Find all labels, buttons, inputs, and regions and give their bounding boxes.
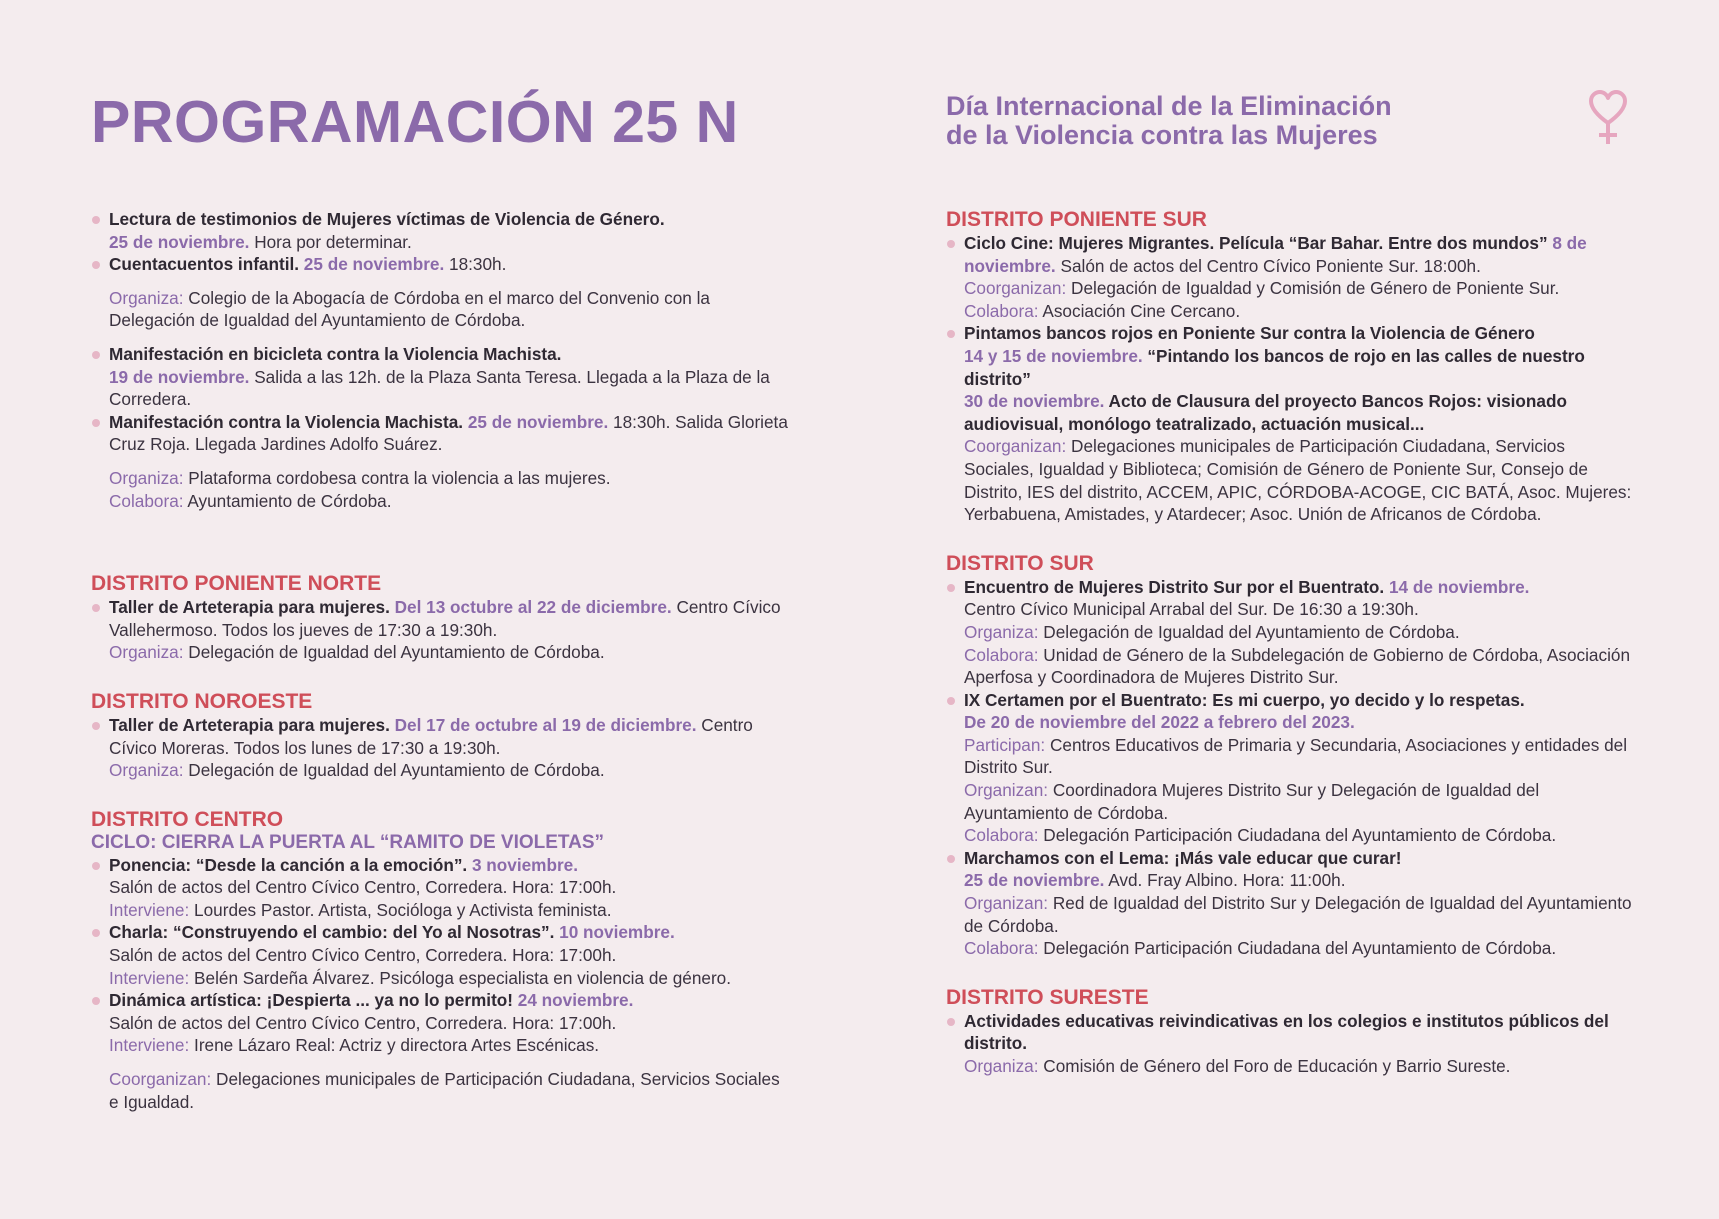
organizer-text: Coordinadora Mujeres Distrito Sur y Delegación de Igualdad del Ayuntamiento de Córdoba. [964, 780, 1540, 823]
section-noroeste [91, 690, 791, 782]
list-item [946, 689, 1636, 847]
organizer-label: Organiza: [109, 642, 184, 663]
event-title: Charla: “Construyendo el cambio: del Yo al Nosotras”. [109, 922, 555, 943]
speaker-label: Interviene: [109, 1035, 190, 1056]
organizer-note [91, 287, 791, 332]
list-item [91, 343, 791, 411]
speaker-text: Belén Sardeña Álvarez. Psicóloga especialista en violencia de género. [189, 967, 732, 988]
right-column [946, 208, 1636, 1104]
event-title: Ponencia: “Desde la canción a la emoción”. [109, 854, 468, 875]
event-details: Salida a las 12h. de la Plaza Santa Teresa. Llegada a la Plaza de la Corredera. [109, 366, 770, 410]
organizer-label: Organizan: [964, 780, 1049, 801]
list-item [91, 921, 791, 989]
page-subtitle [946, 92, 1392, 150]
event-date: 24 noviembre. [513, 990, 634, 1011]
organizer-label: Organiza: [964, 621, 1039, 642]
event-title: Cuentacuentos infantil. [109, 254, 300, 275]
section-centro [91, 808, 791, 1114]
coorganizer-text: Delegaciones municipales de Participación Ciudadana, Servicios Sociales, Igualdad y Biblioteca; Comisión de Género de Poniente Sur, Consejo de Distrito, IES del distrito, ACCEM, APIC, CÓRDOBA-ACOGE, CIC BATÁ, Asoc. Mujeres: Yerbabuena, Amistades, y Atardecer; Asoc. Unión de Africanos de Córdoba. [964, 436, 1632, 525]
event-title: IX Certamen por el Buentrato: Es mi cuerpo, yo decido y lo respetas. [964, 689, 1525, 710]
organizer-text: Comisión de Género del Foro de Educación y Barrio Sureste. [1038, 1056, 1511, 1076]
event-details: Salón de actos del Centro Cívico Centro, Corredera. Hora: 17:00h. [109, 877, 617, 898]
organizer-note [91, 1068, 791, 1113]
coorganizer-text: Delegaciones municipales de Participación Ciudadana, Servicios Sociales e Igualdad. [109, 1069, 780, 1112]
subtitle-line-1: Día Internacional de la Eliminación [946, 91, 1392, 121]
event-details: Salón de actos del Centro Cívico Centro, Corredera. Hora: 17:00h. [109, 945, 617, 966]
organizer-label: Organiza: [109, 467, 184, 488]
organizer-label: Organiza: [109, 287, 184, 308]
event-title: Taller de Arteterapia para mujeres. [109, 597, 390, 618]
coorganizer-label: Coorganizan: [109, 1069, 212, 1090]
coorganizer-label: Coorganizan: [964, 278, 1067, 299]
section-sur [946, 552, 1636, 960]
list-item [91, 714, 791, 782]
left-column [91, 208, 791, 1139]
section-title: DISTRITO PONIENTE SUR [946, 208, 1207, 231]
venus-heart-icon [1588, 90, 1628, 146]
event-title: Marchamos con el Lema: ¡Más vale educar que curar! [964, 847, 1402, 868]
list-item [946, 322, 1636, 525]
organizer-text: Delegación de Igualdad del Ayuntamiento de Córdoba. [183, 642, 605, 663]
section-title: DISTRITO NOROESTE [91, 689, 313, 713]
event-date: 3 noviembre. [467, 854, 578, 875]
event-details: Centro Cívico Vallehermoso. Todos los jueves de 17:30 a 19:30h. [109, 597, 781, 640]
event-date: 10 noviembre. [554, 922, 675, 943]
event-title: Actividades educativas reivindicativas en los colegios e institutos públicos del distrito. [964, 1010, 1609, 1054]
event-details: Hora por determinar. [249, 231, 412, 252]
collaborator-text: Delegación Participación Ciudadana del Ayuntamiento de Córdoba. [1038, 825, 1557, 846]
section-title: DISTRITO SUR [946, 551, 1094, 575]
event-date: 14 y 15 de noviembre. [964, 345, 1143, 366]
cycle-title: CICLO: CIERRA LA PUERTA AL “RAMITO DE VIOLETAS” [91, 831, 604, 853]
subtitle-line-2: de la Violencia contra las Mujeres [946, 120, 1378, 150]
page-title: PROGRAMACIÓN 25 N [91, 89, 739, 155]
organizer-text: Colegio de la Abogacía de Córdoba en el marco del Convenio con la Delegación de Igualdad del Ayuntamiento de Córdoba. [109, 287, 710, 331]
list-item [91, 596, 791, 664]
speaker-label: Interviene: [109, 899, 190, 920]
organizer-text: Delegación de Igualdad del Ayuntamiento de Córdoba. [183, 760, 605, 781]
event-details: Centro Cívico Moreras. Todos los lunes de 17:30 a 19:30h. [109, 714, 753, 758]
event-details: Centro Cívico Municipal Arrabal del Sur. De 16:30 a 19:30h. [964, 599, 1419, 620]
event-title: Manifestación contra la Violencia Machista. [109, 411, 464, 432]
participants-label: Participan: [964, 734, 1046, 755]
speaker-text: Irene Lázaro Real: Actriz y directora Artes Escénicas. [189, 1035, 600, 1056]
collaborator-text: Unidad de Género de la Subdelegación de Gobierno de Córdoba, Asociación Aperfosa y Coordinadora de Mujeres Distrito Sur. [964, 644, 1631, 688]
collaborator-label: Colabora: [109, 490, 184, 511]
list-item [91, 253, 791, 276]
event-date: 25 de noviembre. [964, 870, 1105, 891]
coorganizer-text: Delegación de Igualdad y Comisión de Género de Poniente Sur. [1066, 278, 1560, 299]
section-sureste [946, 986, 1636, 1078]
collaborator-text: Delegación Participación Ciudadana del Ayuntamiento de Córdoba. [1038, 938, 1557, 959]
organizer-text: Red de Igualdad del Distrito Sur y Delegación de Igualdad del Ayuntamiento de Córdoba. [964, 893, 1632, 936]
event-date: 25 de noviembre. [299, 254, 445, 275]
organizer-label: Organizan: [964, 893, 1049, 914]
event-subtitle: Acto de Clausura del proyecto Bancos Rojos: visionado audiovisual, monólogo teatralizado, actuación musical... [964, 391, 1567, 434]
event-title: Taller de Arteterapia para mujeres. [109, 714, 390, 735]
event-date: 30 de noviembre. [964, 391, 1105, 412]
organizer-label: Organiza: [964, 1056, 1039, 1076]
section-poniente-sur [946, 208, 1636, 526]
collaborator-label: Colabora: [964, 644, 1039, 665]
list-item [946, 1010, 1636, 1078]
event-title: Lectura de testimonios de Mujeres víctimas de Violencia de Género. [109, 209, 665, 229]
list-item [946, 232, 1636, 322]
list-item [91, 989, 791, 1057]
event-details: Salón de actos del Centro Cívico Centro, Corredera. Hora: 17:00h. [109, 1012, 617, 1033]
collaborator-text: Ayuntamiento de Córdoba. [183, 490, 392, 511]
speaker-label: Interviene: [109, 967, 190, 988]
section-intro [91, 208, 791, 512]
collaborator-label: Colabora: [964, 938, 1039, 959]
coorganizer-label: Coorganizan: [964, 436, 1067, 457]
organizer-label: Organiza: [109, 760, 184, 781]
event-details: Avd. Fray Albino. Hora: 11:00h. [1104, 870, 1346, 891]
organizer-text: Delegación de Igualdad del Ayuntamiento de Córdoba. [1038, 621, 1460, 642]
event-subtitle: “Pintando los bancos de rojo en las calles de nuestro distrito” [964, 345, 1585, 389]
event-date: 14 de noviembre. [1384, 576, 1530, 597]
collaborator-label: Colabora: [964, 300, 1039, 321]
collaborator-text: Asociación Cine Cercano. [1038, 300, 1241, 321]
event-title: Encuentro de Mujeres Distrito Sur por el Buentrato. [964, 576, 1385, 597]
event-date: 19 de noviembre. [109, 366, 250, 387]
event-date: Del 17 de octubre al 19 de diciembre. [389, 714, 697, 735]
event-date: Del 13 octubre al 22 de diciembre. [389, 597, 672, 618]
event-title: Ciclo Cine: Mujeres Migrantes. Película “Bar Bahar. Entre dos mundos” [964, 233, 1548, 253]
organizer-text: Plataforma cordobesa contra la violencia a las mujeres. [183, 467, 611, 488]
section-title: DISTRITO CENTRO [91, 807, 284, 831]
list-item [91, 854, 791, 922]
section-title: DISTRITO PONIENTE NORTE [91, 572, 382, 596]
list-item [91, 411, 791, 456]
event-date: De 20 de noviembre del 2022 a febrero del 2023. [964, 712, 1355, 733]
event-details: 18:30h. Salida Glorieta Cruz Roja. Llegada Jardines Adolfo Suárez. [109, 411, 788, 455]
speaker-text: Lourdes Pastor. Artista, Socióloga y Activista feminista. [189, 899, 612, 920]
section-poniente-norte [91, 572, 791, 664]
collaborator-label: Colabora: [964, 825, 1039, 846]
list-item [946, 576, 1636, 689]
event-title: Pintamos bancos rojos en Poniente Sur contra la Violencia de Género [964, 323, 1535, 344]
event-date: 25 de noviembre. [109, 231, 250, 252]
event-title: Dinámica artística: ¡Despierta ... ya no lo permito! [109, 990, 514, 1011]
section-title: DISTRITO SURESTE [946, 985, 1149, 1009]
list-item [91, 208, 791, 253]
event-details: Salón de actos del Centro Cívico Poniente Sur. 18:00h. [1055, 255, 1481, 276]
event-details: 18:30h. [444, 254, 507, 275]
organizer-note [91, 467, 791, 512]
list-item [946, 847, 1636, 960]
event-date: 25 de noviembre. [463, 411, 609, 432]
event-title: Manifestación en bicicleta contra la Violencia Machista. [109, 343, 562, 364]
participants-text: Centros Educativos de Primaria y Secundaria, Asociaciones y entidades del Distrito Sur. [964, 734, 1628, 778]
event-date: 8 de noviembre. [964, 233, 1587, 276]
